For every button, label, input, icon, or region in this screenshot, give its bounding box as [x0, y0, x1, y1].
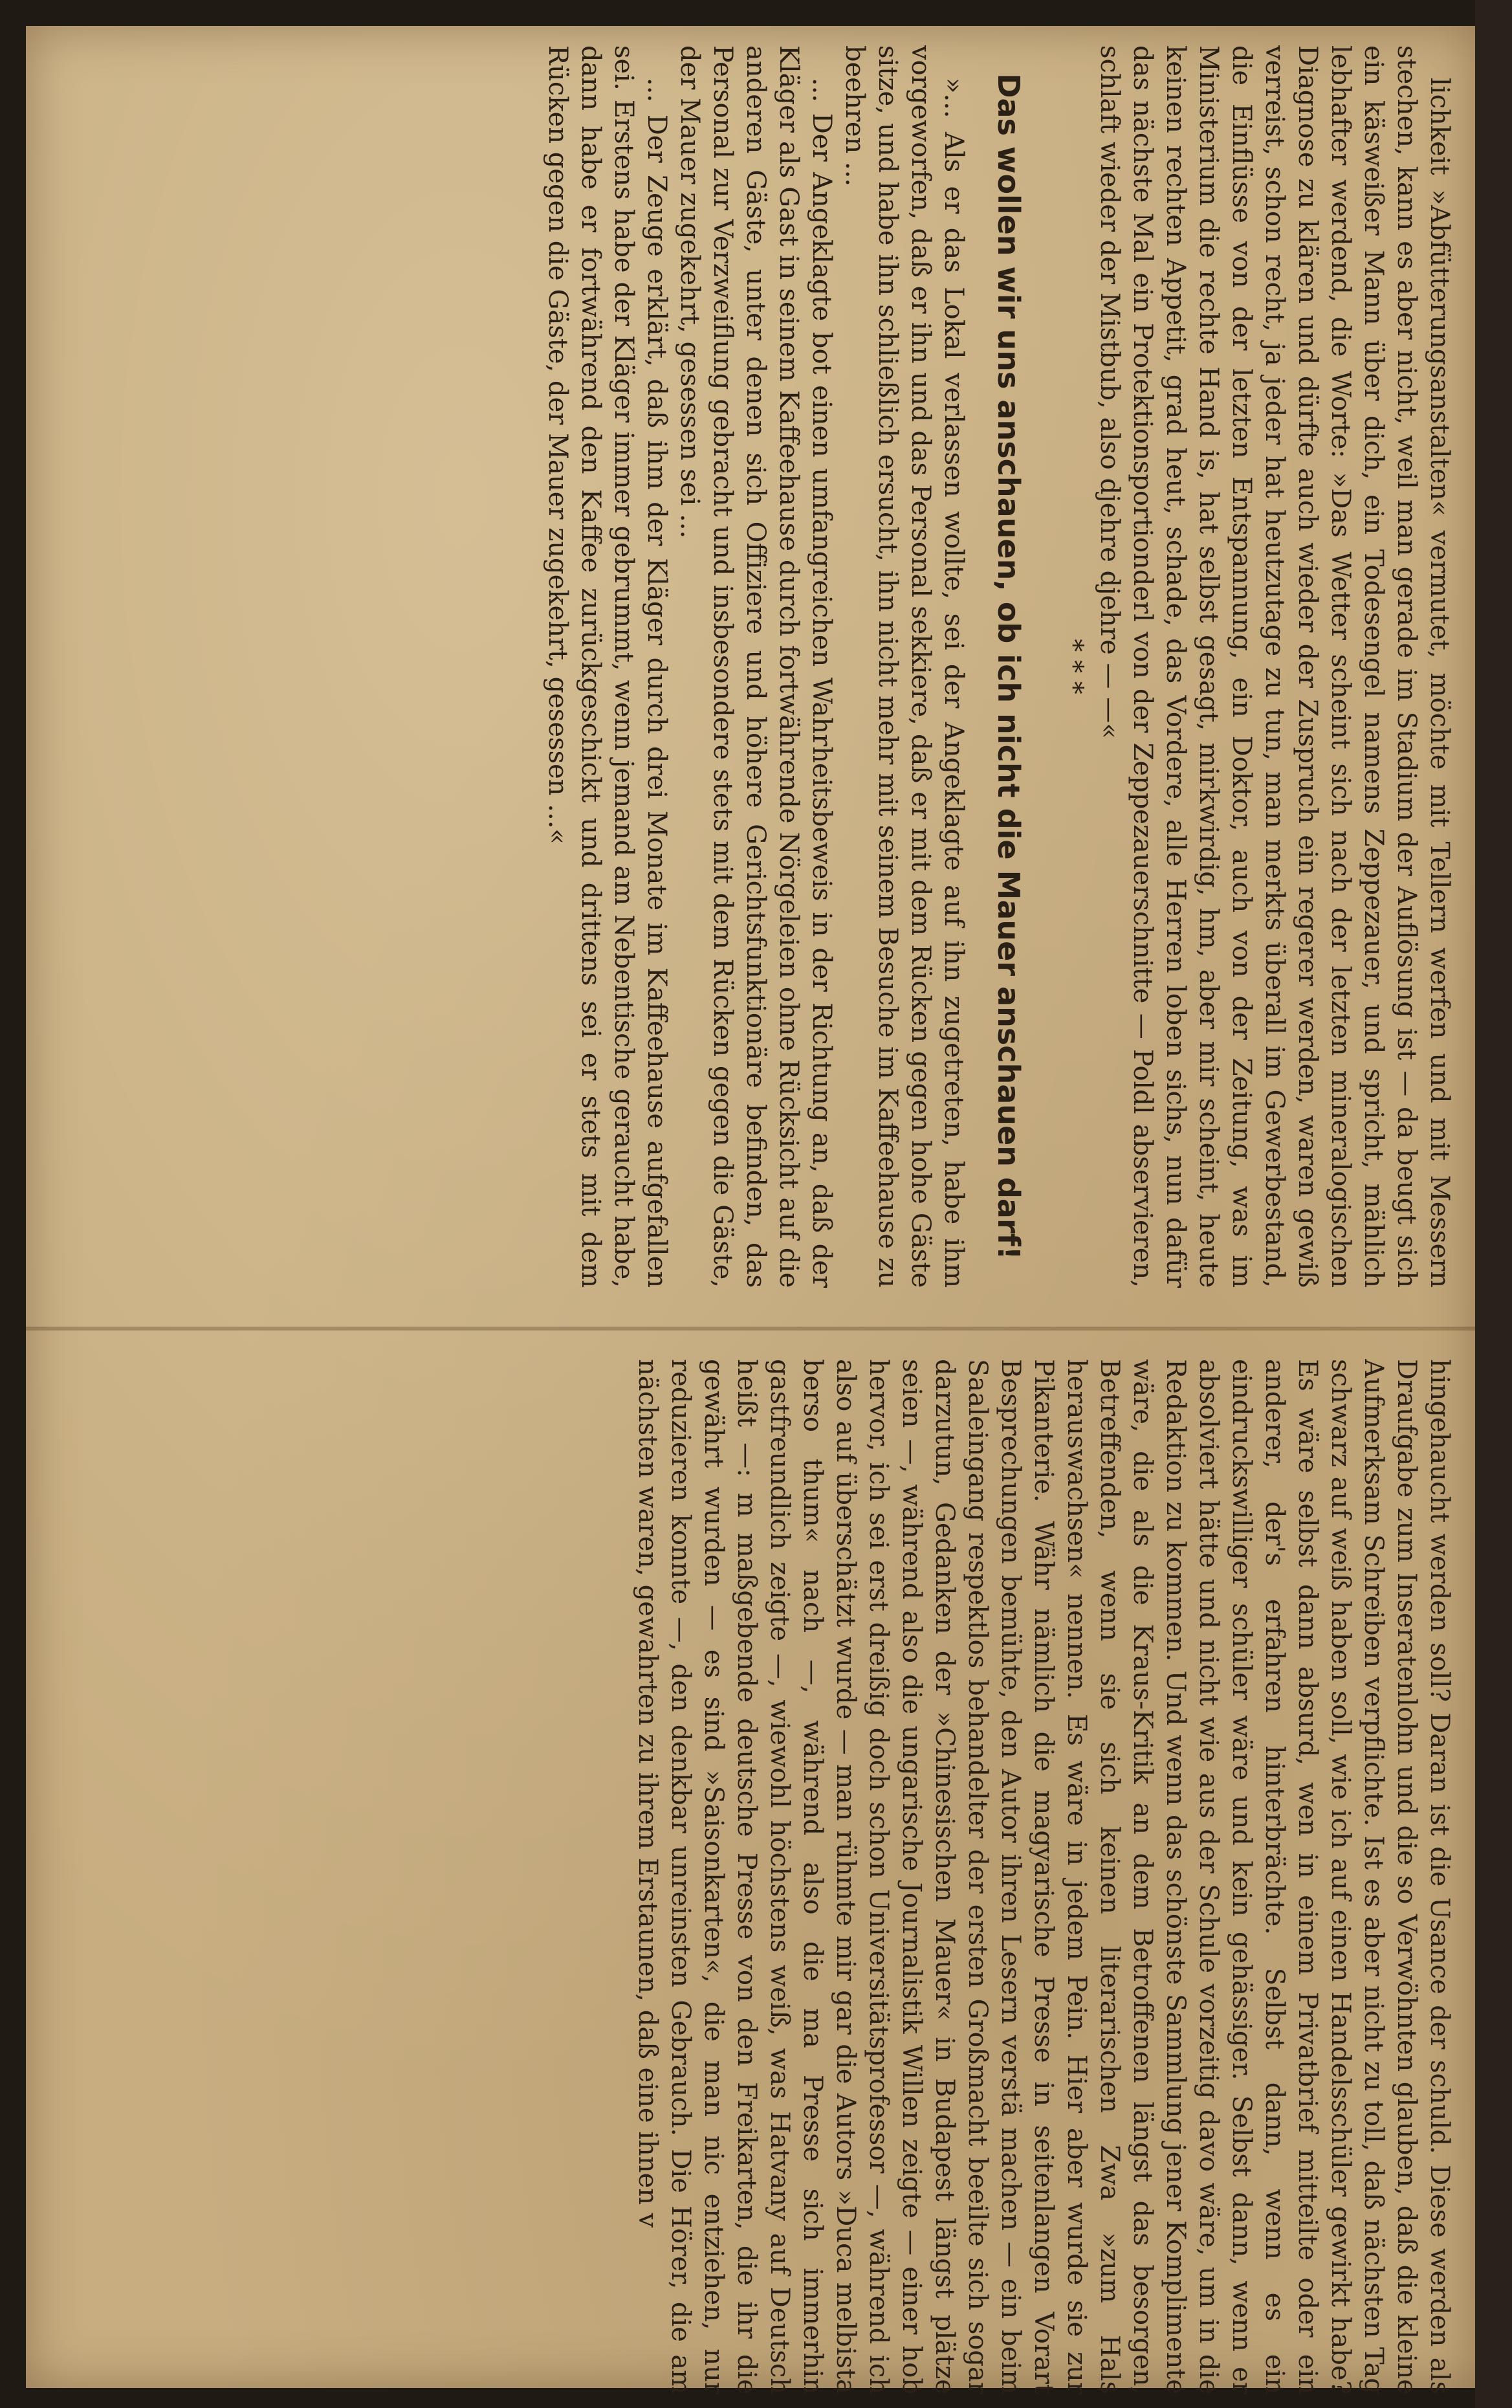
binding-edge [1475, 0, 1512, 2408]
section-heading: Das wollen wir uns anschauen, ob ich nicht die Mauer anschauen darf! [991, 73, 1026, 1260]
paragraph-angeklagte: ... Der Angeklagte bot einen umfangreichen Wahrheitsbeweis in der Richtung an, daß der Kläger als Gast in seinem Kaffeehause durch fortwährende Nörgeleien ohne Rücksicht auf die anderen Gäste, unter denen sich Offiziere und höhere Gerichtsfunktionäre befinden, das Personal zur Verzweiflung gebracht und insbesondere stets mit dem Rücken gegen die Gäste, der Mauer zugekehrt, gesessen sei ... [675, 45, 837, 1288]
page-fold [26, 1327, 1475, 1331]
text-column-upper [181, 45, 1456, 1288]
paragraph-lokal: »... Als er das Lokal verlassen wollte, sei der Angeklagte auf ihn zugetreten, habe ihm vorgeworfen, daß er ihn und das Personal sekkiere, daß er mit dem Rücken gegen hohe Gäste sitze, und habe ihn schließlich ersucht, ihn nicht mehr mit seinem Besuche im Kaffeehause zu beehren ... [840, 45, 969, 1288]
paragraph-zeuge: ... Der Zeuge erklärt, daß ihm der Kläger durch drei Monate im Kaffeehause aufgefallen sei. Erstens habe der Kläger immer gebrummt, wenn jemand am Nebentische geraucht habe, dann habe er fortwährend den Kaffee zurückgeschickt und drittens sei er stets mit dem Rücken gegen die Gäste, der Mauer zugekehrt, gesessen ...« [543, 45, 672, 1288]
section-divider-stars: * * * [1058, 639, 1088, 694]
paragraph-usance: hingehaucht werden soll? Daran ist die Usance der schuld. Diese werden als Draufgabe zum Inseratenlohn und die so Verwöhnten glauben, daß die kleine Aufmerksam Schreiben verpflichte. Ist es aber nicht zu toll, daß nächsten Tag schwarz auf weiß haben soll, wie ich auf einen Handelsschüler gewirkt habe? Es wäre selbst dann absurd, wen in einem Privatbrief mitteilte oder ein anderer, der's erfahren hinterbrächte. Selbst dann, wenn es ein eindruckswilliger schüler wäre und kein gehässiger. Selbst dann, wenn er absolviert hätte und nicht wie aus der Schule vorzeitig davo wäre, um in die Redaktion zu kommen. Und wenn das schönste Sammlung jener Komplimente wäre, die als die Kraus-Kritik an dem Betroffenen längst das besorgen, Betreffenden, wenn sie sich keinen literarischen Zwa »zum Hals herauswachsen« nennen. Es wäre in jedem Pein. Hier aber wurde sie zur Pikanterie. Währ nämlich die magyarische Presse in seitenlangen Vorart Besprechungen bemühte, den Autor ihren Lesern verstä machen — ein beim Saaleingang respektlos behandelter der ersten Großmacht beeilte sich sogar darzutun, Gedanken der »Chinesischen Mauer« in Budapest längst plätze seien —, während also die ungarische Journalistik Willen zeigte — einer hob hervor, ich sei erst dreißig doch schon Universitätsprofessor —, während ich also auf überschätzt wurde — man rühmte mir gar die Autors »Duca melbista berso thum« nach —, während also die ma Presse sich immerhin gastfreundlich zeigte —, wiewohl höchstens weiß, was Hatvany auf Deutsch heißt —: m maßgebende deutsche Presse von den Freikarten, die ihr die gewährt wurden — es sind »Saisonkarten«, die man nic entziehen, nur reduzieren konnte —, den denkbar unreinsten Gebrauch. Die Hörer, die am nächsten waren, gewahrten zu ihrem Erstaunen, daß eine ihnen v [633, 1359, 1454, 2394]
paragraph-zeppezauer: lichkeit »Abfütterungsanstalten« vermutet, möchte mit Tellern werfen und mit Messern stechen, kann es aber nicht, weil man gerade im Stadium der Auflösung ist — da beugt sich ein käsweißer Mann über dich, ein Todesengel namens Zeppezauer, und spricht, mählich lebhafter werdend, die Worte: »Das Wetter scheint sich nach der letzten mineralogischen Diagnose zu klären und dürfte auch wieder der Zuspruch ein regerer werden, waren gewiß verreist, schon recht, ja jeder hat heutzutage zu tun, man merkts überall im Gewerbestand, die Einflüsse von der letzten Entspannung, ein Doktor, auch von der Zeitung, was im Ministerium die rechte Hand is, hat selbst gesagt, mirkwirdig, hm, aber mir scheint, heute keinen rechten Appetit, grad heut, schade, das Vordere, alle Herren loben sichs, nun dafür das nächste Mal ein Protektionsportionderl von der Zeppezauerschnitte — Poldl abservieren, schlaft wieder der Mistbub, also djehre djehre — —« [1095, 45, 1454, 1288]
text-column-lower [129, 1359, 1456, 2394]
